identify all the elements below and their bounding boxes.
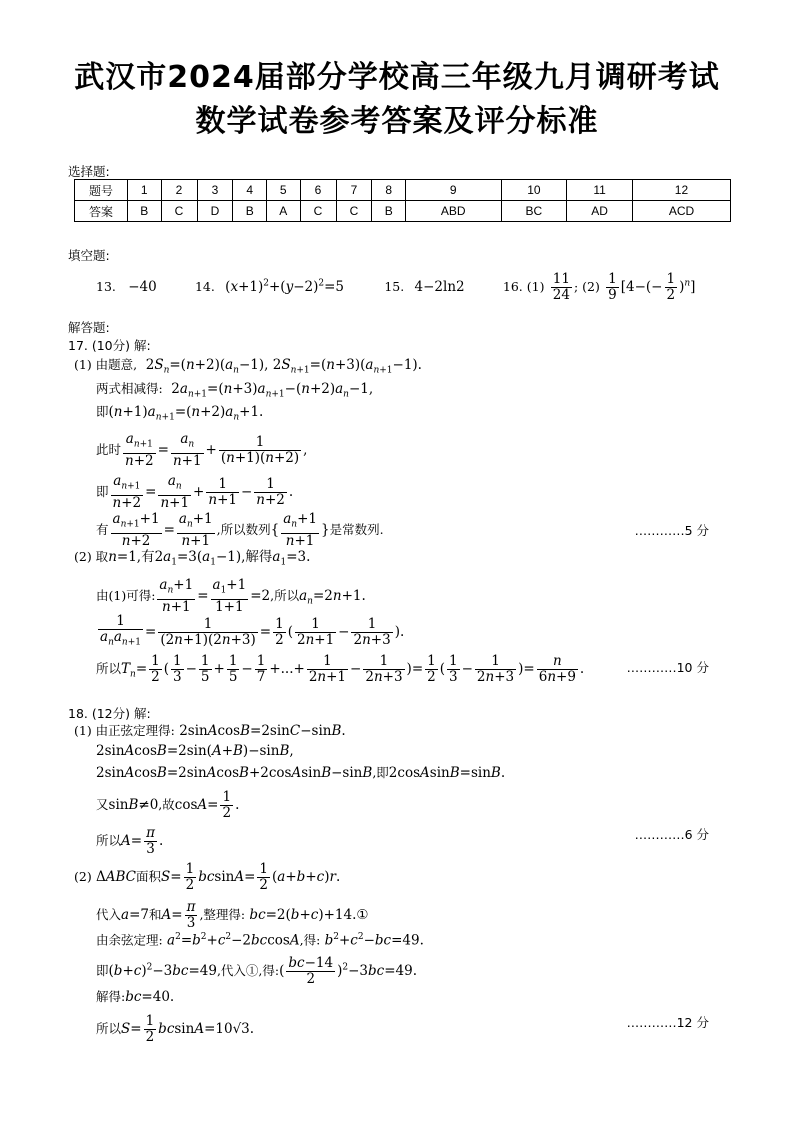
table-cell: C: [300, 201, 336, 222]
score-mark: …………12 分: [626, 1015, 709, 1030]
choice-heading: 选择题:: [68, 164, 110, 179]
text-segment: 两式相减得:: [96, 381, 163, 396]
table-cell: C: [336, 201, 372, 222]
text-segment: 和: [148, 907, 162, 922]
fill-answers: [96, 272, 695, 303]
p17-line-9: $\frac{1}{a_na_{n+1}}$ = $\frac{1}{(2n+1)(2n+3)}$ = $\frac{1}{2}$ ( $\frac{1}{2n+1}$ − $\frac{1}{2n+3}$ ).: [100, 613, 405, 648]
text-segment: 即: [96, 404, 109, 419]
p18-line-1: (1) 由正弦定理得: 2sinAcosB=2sinC−sinB.: [74, 723, 346, 739]
page-subtitle: 数学试卷参考答案及评分标准: [195, 104, 599, 139]
text-segment: 有: [96, 521, 109, 537]
score-mark: …………10 分: [626, 660, 709, 675]
table-row-label: 题号: [75, 180, 128, 201]
table-cell: BC: [501, 201, 567, 222]
p18-line-9: 即$(b+c)^2-3bc=49$,代入①,得:( $\frac{bc-14}{2}$ )$^2$−3bc=49.: [96, 955, 418, 987]
text-segment: (1) 由正弦定理得:: [74, 723, 175, 738]
p17-line-4: 此时 $\frac{a_{n+1}}{n+2}$ = $\frac{a_n}{n+1}$ + $\frac{1}{(n+1)(n+2)}$ ,: [96, 431, 308, 469]
q14-label: 14.: [194, 279, 215, 294]
text-segment: 所以: [96, 661, 122, 676]
table-cell: 4: [233, 180, 267, 201]
q15-label: 15.: [384, 279, 405, 294]
table-cell: B: [128, 201, 162, 222]
text-segment: ,故: [158, 797, 175, 812]
table-cell: 8: [372, 180, 406, 201]
table-cell: AD: [567, 201, 633, 222]
p18-line-2: 2sinAcosB=2sin(A+B)−sinB,: [96, 743, 294, 759]
p17-line-1: (1) 由题意, $2S_n=(n+2)(a_n-1)$, $2S_{n+1}=(n+3)(a_{n+1}-1)$.: [74, 357, 422, 376]
page-title: 武汉市2024届部分学校高三年级九月调研考试: [74, 60, 720, 95]
p18-line-6: (2) ΔABC面积S= $\frac{1}{2}$ bcsinA= $\frac{1}{2}$ (a+b+c)r.: [74, 861, 341, 893]
table-row: [75, 201, 731, 222]
table-cell: 2: [161, 180, 197, 201]
table-cell: A: [267, 201, 301, 222]
text-segment: 此时: [96, 441, 122, 457]
problem-18-heading: 18. (12分) 解:: [68, 706, 151, 721]
text-segment: ,得:: [299, 932, 321, 948]
text-segment: 由(1)可得:: [96, 587, 156, 603]
q16-answer-1: $\frac{11}{24}$: [552, 271, 570, 303]
p18-line-8: 由余弦定理: $a^2=b^2+c^2-2bccosA$,得: $b^2+c^2-bc=49$.: [96, 932, 424, 949]
text-segment: 所以: [96, 1021, 122, 1036]
text-segment: 又: [96, 797, 109, 812]
problem-17-heading: 17. (10分) 解:: [68, 338, 151, 353]
table-cell: 11: [567, 180, 633, 201]
text-segment: (2): [74, 869, 92, 884]
text-segment: 所以: [96, 833, 122, 848]
table-cell: ACD: [632, 201, 730, 222]
table-cell: 9: [406, 180, 502, 201]
score-mark: …………5 分: [634, 523, 709, 538]
text-segment: ,所以数列: [216, 521, 271, 537]
table-cell: C: [161, 201, 197, 222]
table-cell: B: [372, 201, 406, 222]
text-segment: ,代入①,得:: [216, 963, 280, 978]
p17-line-6: 有 $\frac{a_{n+1}+1}{n+2}$ = $\frac{a_n+1}{n+1}$ ,所以数列{ $\frac{a_n+1}{n+1}$ }是常数列.: [96, 511, 384, 549]
table-cell: ABD: [406, 201, 502, 222]
table-cell: 3: [197, 180, 233, 201]
table-cell: 10: [501, 180, 567, 201]
text-segment: 代入: [96, 907, 122, 922]
table-cell: 5: [267, 180, 301, 201]
text-segment: 是常数列.: [329, 521, 384, 537]
table-cell: 7: [336, 180, 372, 201]
solve-heading: 解答题:: [68, 320, 110, 335]
score-mark: …………6 分: [634, 827, 709, 842]
choice-answer-table: [74, 179, 731, 222]
q14-answer: $(x+1)^2+(y-2)^2=5$: [225, 278, 345, 295]
fill-heading: 填空题:: [68, 248, 110, 263]
p18-line-7: 代入a=7和A= $\frac{\pi}{3}$ ,整理得: bc=2(b+c)+14.①: [96, 899, 369, 931]
table-cell: D: [197, 201, 233, 222]
text-segment: ,即: [372, 765, 389, 780]
q16-label: 16. (1): [502, 279, 545, 294]
table-cell: 12: [632, 180, 730, 201]
table-cell: 6: [300, 180, 336, 201]
p17-line-2: 两式相减得: $2a_{n+1}=(n+3)a_{n+1}-(n+2)a_n-1$,: [96, 381, 374, 400]
p18-line-5: 所以A= $\frac{\pi}{3}$ .: [96, 825, 164, 857]
text-segment: 即: [96, 963, 109, 978]
text-segment: 解得:: [96, 989, 126, 1004]
q16-sep: ; (2): [573, 279, 600, 294]
table-cell: B: [233, 201, 267, 222]
text-segment: (1) 由题意,: [74, 357, 138, 372]
p17-line-7: (2) 取n=1,有$2a_1=3(a_1-1)$,解得$a_1=3$.: [74, 549, 311, 568]
p17-line-3: 即$(n+1)a_{n+1}=(n+2)a_n+1$.: [96, 404, 264, 423]
table-row-label: 答案: [75, 201, 128, 222]
p17-line-5: 即 $\frac{a_{n+1}}{n+2}$ = $\frac{a_n}{n+1}$ + $\frac{1}{n+1}$ − $\frac{1}{n+2}$ .: [96, 473, 294, 511]
text-segment: (2) 取: [74, 549, 109, 564]
text-segment: 面积: [136, 869, 162, 884]
p18-line-10: 解得:bc=40.: [96, 989, 175, 1005]
table-cell: 1: [128, 180, 162, 201]
text-segment: 即: [96, 483, 109, 499]
text-segment: 由余弦定理:: [96, 932, 163, 948]
table-row: [75, 180, 731, 201]
p18-line-3: 2sinAcosB=2sinAcosB+2cosAsinB−sinB,即2cosAsinB=sinB.: [96, 765, 506, 781]
p17-line-10: 所以$T_n=$ $\frac{1}{2}$ ( $\frac{1}{3}$ − $\frac{1}{5}$ + $\frac{1}{5}$ − $\frac{1}{7}$ +...+ $\frac{1}{2n+1}$ − $\frac{1}{2n+3}$ )= $\frac{1}{2}$ ( $\frac{1}{3}$ − $\frac{1}{2n+3}$ )= $\frac{n}{6n+9}$ .: [96, 653, 585, 685]
q16-answer-2: $\frac{1}{9}$ [4−(− $\frac{1}{2}$ )$^n$]: [608, 271, 696, 303]
text-segment: ,整理得:: [199, 907, 246, 922]
q15-answer: 4−2ln2: [414, 279, 465, 295]
q13-answer: −40: [128, 279, 157, 295]
text-segment: ,所以: [270, 587, 300, 603]
p18-line-11: 所以S= $\frac{1}{2}$ bcsinA=10√3.: [96, 1013, 255, 1045]
p17-line-8: 由(1)可得: $\frac{a_n+1}{n+1}$ = $\frac{a_1+1}{1+1}$ =2,所以$a_n=2n+1$.: [96, 577, 366, 615]
p18-line-4: 又sinB≠0,故cosA= $\frac{1}{2}$ .: [96, 789, 240, 821]
q13-label: 13.: [96, 279, 116, 294]
